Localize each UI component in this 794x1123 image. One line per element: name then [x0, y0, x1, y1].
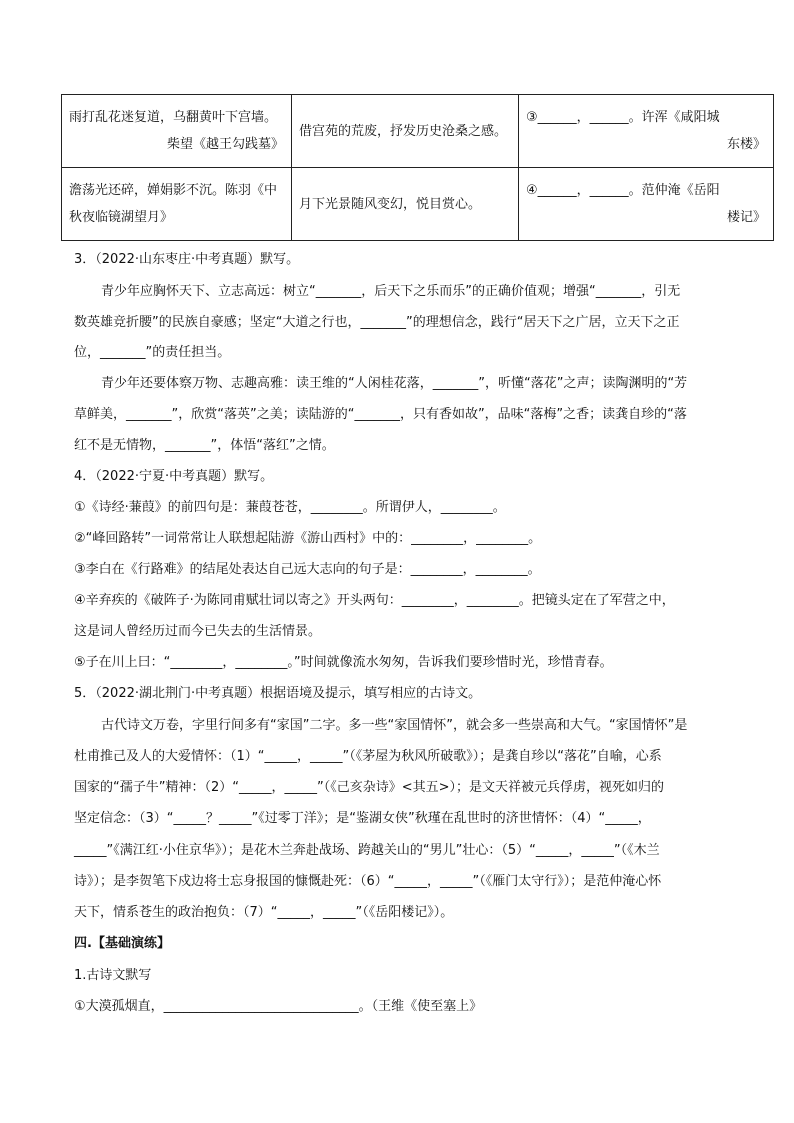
q3-paragraph-line: 红不是无情物，_______”，体悟“落红”之情。	[74, 438, 335, 453]
q5-paragraph-line: 天下，情系苍生的政治抱负：（7）“_____，_____”（《岳阳楼记》）。	[74, 905, 454, 920]
table-row	[62, 95, 774, 168]
section-subheading: 1.古诗文默写	[74, 968, 152, 983]
poem-source: 东楼》	[726, 137, 766, 152]
q5-paragraph-line: 杜甫推己及人的大爱情怀：（1）“_____，_____”（《茅屋为秋风所破歌》）；是龚自珍以“落花”自喻，心系	[74, 749, 662, 764]
q3-paragraph-line: 青少年还要体察万物、志趣高雅：读王维的“人闲桂花落，_______”，听懂“落花”之声；读陶渊明的“芳	[101, 376, 688, 391]
poem-line: 雨打乱花迷复道，乌翻黄叶下宫墙。	[69, 110, 278, 125]
poem-line: 澹荡光还碎，婵娟影不沉。陈羽《中	[69, 183, 278, 198]
table-cell	[62, 168, 292, 241]
q5-paragraph-line: 诗》）；是李贺笔下戍边将士忘身报国的慷慨赴死：（6）“_____，_____”（《雁门太守行》）；是范仲淹心怀	[74, 874, 662, 889]
table-cell	[62, 95, 292, 168]
table-cell: 月下光景随风变幻，悦目赏心。	[292, 168, 519, 241]
q5-paragraph-line: 古代诗文万卷，字里行间多有“家国”二字。多一些“家国情怀”，就会多一些崇高和大气。“家国情怀”是	[101, 718, 688, 733]
q4-item: ④辛弃疾的《破阵子·为陈同甫赋壮词以寄之》开头两句：________，________。把镜头定在了军营之中，	[74, 593, 675, 608]
poem-source: 楼记》	[726, 210, 766, 225]
poem-source: 柴望《越王勾践墓》	[166, 137, 284, 152]
question-5-heading: 5．（2022·湖北荆门·中考真题）根据语境及提示，填写相应的古诗文。	[74, 686, 482, 701]
blank-line: ③______，______。许浑《咸阳城	[526, 110, 720, 125]
q4-item: ②“峰回路转”一词常常让人联想起陆游《游山西村》中的：________，________。	[74, 531, 542, 546]
table-row	[62, 168, 774, 241]
q3-paragraph-line: 青少年应胸怀天下、立志高远：树立“_______，后天下之乐而乐”的正确价值观；增强“_______，引无	[101, 284, 681, 299]
q5-paragraph-line: 国家的“孺子牛”精神：（2）“_____，_____”（《己亥杂诗》<其五>）；是文天祥被元兵俘虏，视死如归的	[74, 780, 664, 795]
table-cell: 借宫苑的荒废，抒发历史沧桑之感。	[292, 95, 519, 168]
q4-item: ⑤子在川上曰：“________，________。”时间就像流水匆匆，告诉我们要珍惜时光，珍惜青春。	[74, 655, 613, 670]
q3-paragraph-line: 位，_______”的责任担当。	[74, 345, 231, 360]
q3-paragraph-line: 草鲜美，_______”，欣赏“落英”之美；读陆游的“_______，只有香如故”，品味“落梅”之香；读龚自珍的“落	[74, 407, 687, 422]
q3-paragraph-line: 数英雄竞折腰”的民族自豪感；坚定“大道之行也，_______”的理想信念，践行“居天下之广居，立天下之正	[74, 315, 680, 330]
q5-paragraph-line: _____”《满江红·小住京华》）；是花木兰奔赴战场、跨越关山的“男儿”壮心：（5）“_____，_____”（《木兰	[74, 843, 660, 858]
poem-source: 秋夜临镜湖望月》	[69, 210, 174, 225]
table-cell	[519, 168, 774, 241]
q5-paragraph-line: 坚定信念：（3）“_____？_____”《过零丁洋》；是“鉴湖女侠”秋瑾在乱世时的济世情怀：（4）“_____，	[74, 811, 651, 826]
q4-item: ③李白在《行路难》的结尾处表达自己远大志向的句子是：________，________。	[74, 562, 541, 577]
section-heading: 四.【基础演练】	[74, 936, 170, 951]
blank-line: ④______，______。范仲淹《岳阳	[526, 183, 720, 198]
question-4-heading: 4．（2022·宁夏·中考真题）默写。	[74, 469, 274, 484]
q4-item: ①《诗经·蒹葭》的前四句是：蒹葭苍苍，________。所谓伊人，________。	[74, 500, 506, 515]
table-cell	[519, 95, 774, 168]
question-3-heading: 3．（2022·山东枣庄·中考真题）默写。	[74, 252, 300, 267]
q4-item: 这是词人曾经历过而今已失去的生活情景。	[74, 624, 322, 639]
poem-table	[61, 94, 774, 241]
exercise-item: ①大漠孤烟直，______________________________。（王维《使至塞上》	[74, 999, 483, 1014]
